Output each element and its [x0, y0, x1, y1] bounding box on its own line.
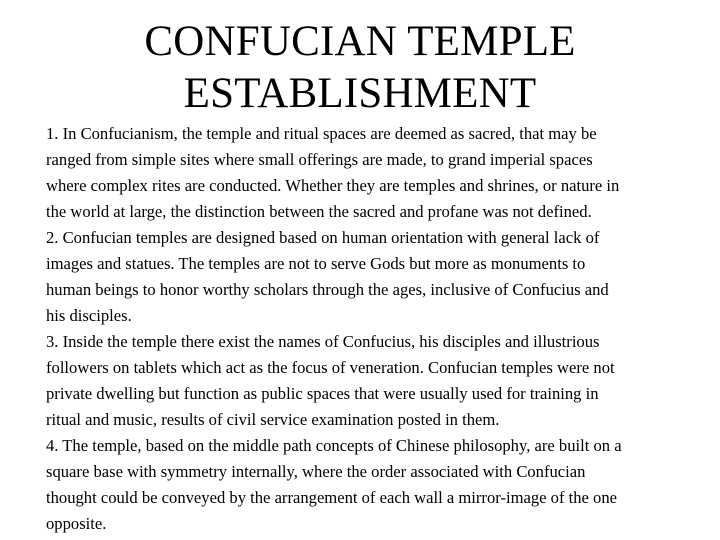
paragraph-4	[46, 433, 686, 537]
slide-body	[46, 121, 686, 537]
paragraph-line: ranged from simple sites where small offerings are made, to grand imperial spaces	[46, 150, 593, 169]
paragraph-line: followers on tablets which act as the focus of veneration. Confucian temples were not	[46, 358, 615, 377]
slide-title-line-2: ESTABLISHMENT	[183, 70, 537, 117]
paragraph-2	[46, 225, 686, 329]
paragraph-line: 1. In Confucianism, the temple and ritual spaces are deemed as sacred, that may be	[46, 124, 597, 143]
paragraph-line: human beings to honor worthy scholars through the ages, inclusive of Confucius and	[46, 280, 609, 299]
paragraph-line: opposite.	[46, 514, 107, 533]
slide-title	[0, 16, 720, 120]
paragraph-line: thought could be conveyed by the arrangement of each wall a mirror-image of the one	[46, 488, 618, 507]
paragraph-line: where complex rites are conducted. Whether they are temples and shrines, or nature in	[46, 176, 620, 195]
paragraph-line: the world at large, the distinction between the sacred and profane was not defined.	[46, 202, 592, 221]
paragraph-line: images and statues. The temples are not to serve Gods but more as monuments to	[46, 254, 586, 273]
paragraph-line: 4. The temple, based on the middle path concepts of Chinese philosophy, are built on a	[46, 436, 622, 455]
paragraph-line: 2. Confucian temples are designed based on human orientation with general lack of	[46, 228, 600, 247]
paragraph-line: square base with symmetry internally, where the order associated with Confucian	[46, 462, 586, 481]
paragraph-line: private dwelling but function as public spaces that were usually used for training in	[46, 384, 599, 403]
paragraph-line: 3. Inside the temple there exist the names of Confucius, his disciples and illustrious	[46, 332, 600, 351]
paragraph-line: his disciples.	[46, 306, 132, 325]
slide-title-line-1: CONFUCIAN TEMPLE	[144, 18, 576, 65]
paragraph-3	[46, 329, 686, 433]
paragraph-1	[46, 121, 686, 225]
paragraph-line: ritual and music, results of civil service examination posted in them.	[46, 410, 500, 429]
